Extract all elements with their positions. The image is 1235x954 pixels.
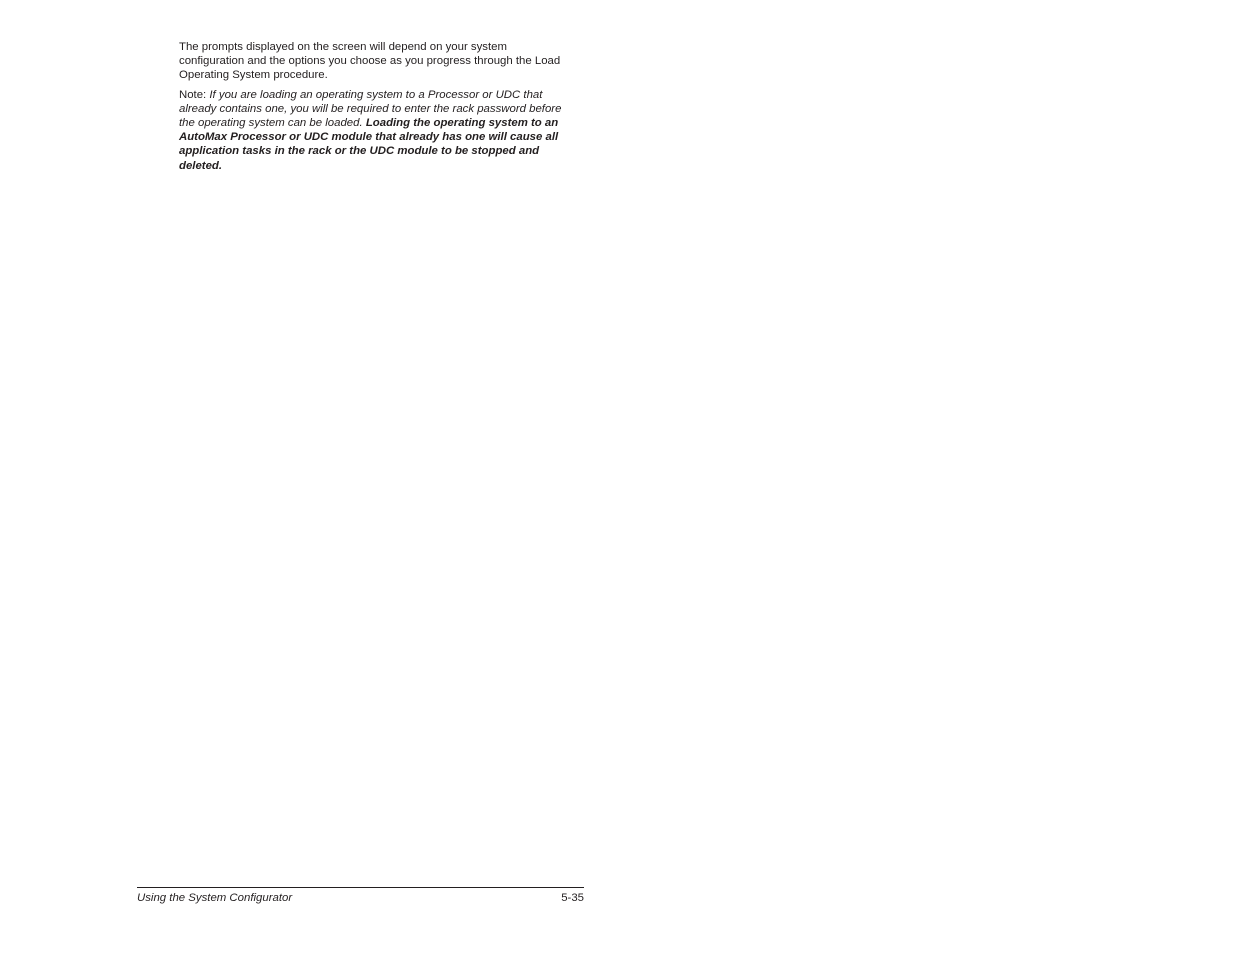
intro-paragraph: The prompts displayed on the screen will depend on your system configuration and the options you choose as you progress through the Load Operating System procedure.	[179, 41, 561, 82]
note-warning-text: Loading the operating system to an AutoMax Processor or UDC module that already has one will cause all application tasks in the rack or the UDC module to be stopped and deleted.	[179, 117, 559, 172]
footer-divider	[137, 887, 584, 888]
note-italic-text: If you are loading an operating system to a Processor or UDC that already contains one, you will be required to enter the rack password before the operating system can be loaded.	[179, 88, 562, 130]
note-paragraph	[179, 88, 571, 173]
note-label: Note:	[179, 88, 210, 101]
main-content	[179, 40, 571, 178]
footer-section-title: Using the System Configurator	[137, 892, 293, 904]
footer-page-number: 5-35	[561, 892, 584, 904]
